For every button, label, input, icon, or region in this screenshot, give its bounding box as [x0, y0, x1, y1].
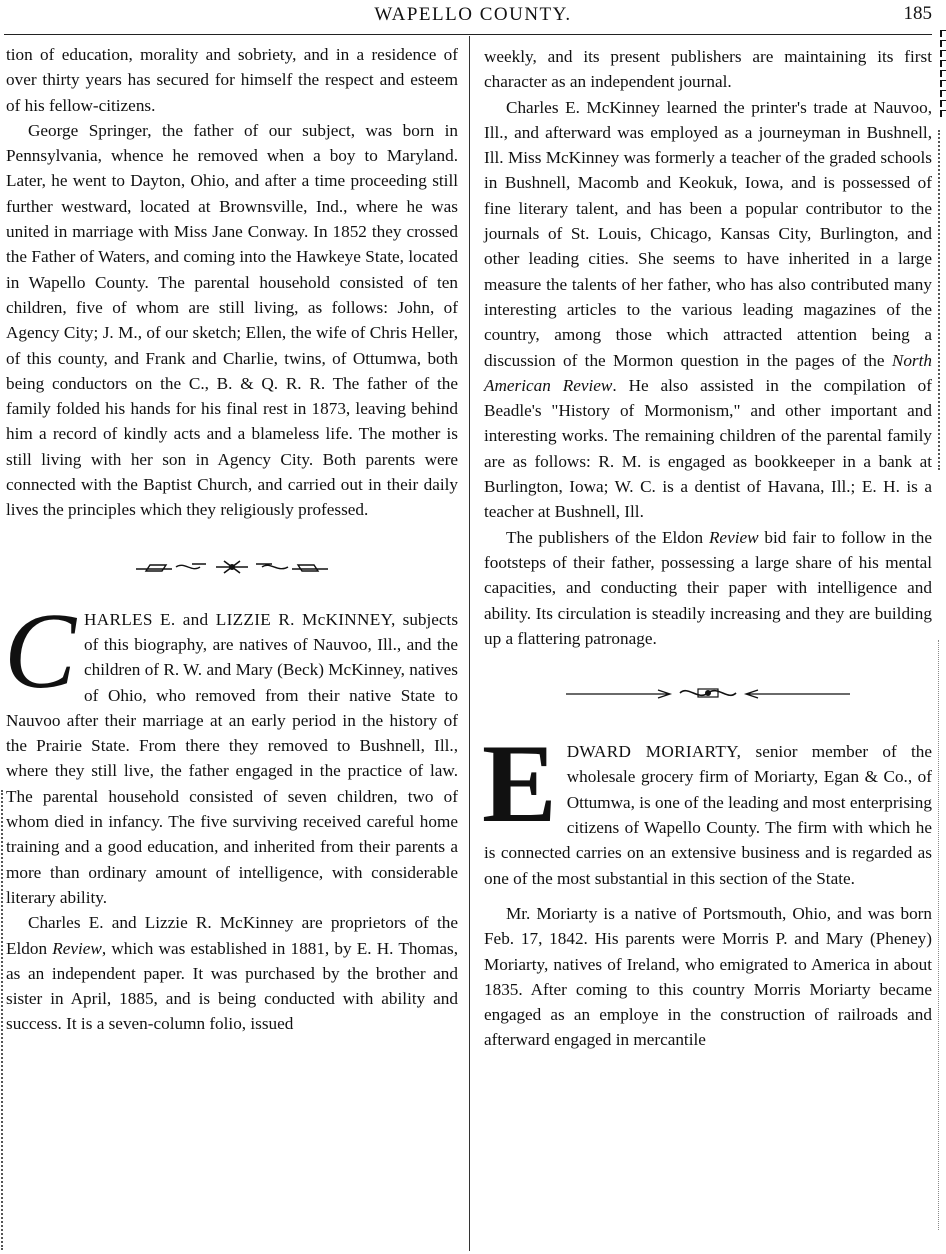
- moriarty-heading: DWARD MORIARTY,: [566, 742, 742, 762]
- right-margin-dots-lower: [938, 640, 939, 1230]
- magazine-title: North American Review: [484, 350, 932, 395]
- running-title: WAPELLO COUNTY.: [374, 4, 572, 25]
- section-ornament-right: [484, 683, 932, 703]
- column-divider: [469, 36, 470, 1251]
- text-run: Charles E. McKinney learned the printer's trade at Nauvoo, Ill., and afterward was employed as a journeyman in Bushnell, Ill. Miss McKinney was formerly a teacher of the graded schools in Bushnell, Macomb and Keokuk, Iowa, and is possessed of fine literary talent, and has been a popular contributor to the journals of St. Louis, Chicago, Kansas City, Burlington, and other leading cities. She seems to have inherited in a large measure the talents of her father, who has also contributed many interesting articles to the various leading magazines of the country, among those which attracted attention being a discussion of the Mormon question in the pages of the: [484, 97, 932, 370]
- right-paragraph-1: weekly, and its present publishers are maintaining its first character as an independent journal.: [484, 47, 932, 92]
- section-ornament-left: [6, 557, 458, 577]
- text-run: . He also assisted in the compilation of Beadle's "History of Mormonism," and other important and interesting works. The remaining children of the parental family are as follows: R. M. is engaged as bookkeeper in a bank at Burlington, Iowa; W. C. is a dentist of Havana, Ill.; E. H. is a teacher at Bushnell, Ill.: [484, 375, 932, 522]
- left-column: [6, 42, 458, 1037]
- mckinney-heading: HARLES E. and LIZZIE R. McKINNEY,: [84, 609, 396, 629]
- page-edge-marks: [940, 30, 946, 120]
- moriarty-biography: [482, 722, 933, 891]
- right-paragraph-3: [484, 525, 932, 651]
- newspaper-title: Review: [708, 527, 759, 547]
- ornament-flourish-icon: [132, 557, 332, 577]
- right-margin-dots: [938, 130, 940, 470]
- newspaper-title: Review: [52, 938, 102, 958]
- page-number: 185: [903, 3, 932, 24]
- header-rule: [4, 34, 932, 35]
- mckinney-paragraph-2: [6, 910, 458, 1036]
- text-run: Charles E. and Lizzie R. McKinney are proprietors of the Eldon: [6, 913, 458, 958]
- dropcap-c: C: [4, 591, 77, 711]
- right-paragraph-2: [484, 95, 932, 525]
- text-run: The publishers of the Eldon: [506, 527, 709, 547]
- left-margin-dots: [1, 790, 3, 1250]
- moriarty-paragraph-2: Mr. Moriarty is a native of Portsmouth, Ohio, and was born Feb. 17, 1842. His parents were Morris P. and Mary (Pheney) Moriarty, natives of Ireland, who emigrated to America in about 1835. After coming to this country Morris Moriarty became engaged as an employe in the construction of railroads and afterward engaged in mercantile: [484, 903, 932, 1050]
- left-paragraph-1: tion of education, morality and sobriety, and in a residence of over thirty years has secured for himself the respect and esteem of his fellow-citizens.: [6, 45, 458, 115]
- moriarty-paragraph-1: senior member of the wholesale grocery firm of Moriarty, Egan & Co., of Ottumwa, is one of the leading and most enterprising citizens of Wapello County. The firm with which he is connected carries on an extensive business and is regarded as one of the most substantial in this section of the State.: [484, 742, 933, 888]
- text-run: , which was established in 1881, by E. H. Thomas, as an independent paper. It was purchased by the brother and sister in April, 1885, and is being conducted with ability and success. It is a seven-column folio, issued: [6, 938, 458, 1034]
- right-column: [484, 44, 932, 1053]
- ornament-flourish-icon: [558, 683, 858, 703]
- left-paragraph-2: George Springer, the father of our subject, was born in Pennsylvania, whence he removed when a boy to Maryland. Later, he went to Dayton, Ohio, and after a time proceeding still further westward, located at Brownsville, Ind., where he was united in marriage with Miss Jane Conway. In 1852 they crossed the Father of Waters, and coming into the Hawkeye State, located in Wapello County. The parental household consisted of ten children, five of whom are still living, as follows: John, of Agency City; J. M., of our sketch; Ellen, the wife of Chris Heller, of this county, and Frank and Charlie, twins, of Ottumwa, both being conductors on the C., B. & Q. R. R. The father of the family folded his hands for his final rest in 1873, leaving behind him a record of kindly acts and a blameless life. The mother is still living with her son in Agency City. Both parents were connected with the Baptist Church, and carried out in their daily lives the principles which they religiously professed.: [6, 120, 458, 520]
- text-run: bid fair to follow in the footsteps of their father, possessing a large share of his mental capacities, and conducting their paper with intelligence and ability. Its circulation is steadily increasing and they are building up a flattering patronage.: [484, 527, 932, 648]
- mckinney-biography: [4, 591, 459, 911]
- mckinney-paragraph-1: subjects of this biography, are natives of Nauvoo, Ill., and the children of R. W. and Mary (Beck) McKinney, natives of Ohio, who removed from their native State to Nauvoo after their marriage at an early period in the history of the Prairie State. From there they removed to Bushnell, Ill., where they still live, the father engaged in the practice of law. The parental household consisted of seven children, two of whom died in infancy. The five surviving received careful home training and a good education, and inherited from their parents a more than ordinary amount of intelligence, with considerable literary ability.: [6, 609, 459, 907]
- dropcap-e: E: [482, 722, 557, 847]
- page-header: [0, 0, 946, 34]
